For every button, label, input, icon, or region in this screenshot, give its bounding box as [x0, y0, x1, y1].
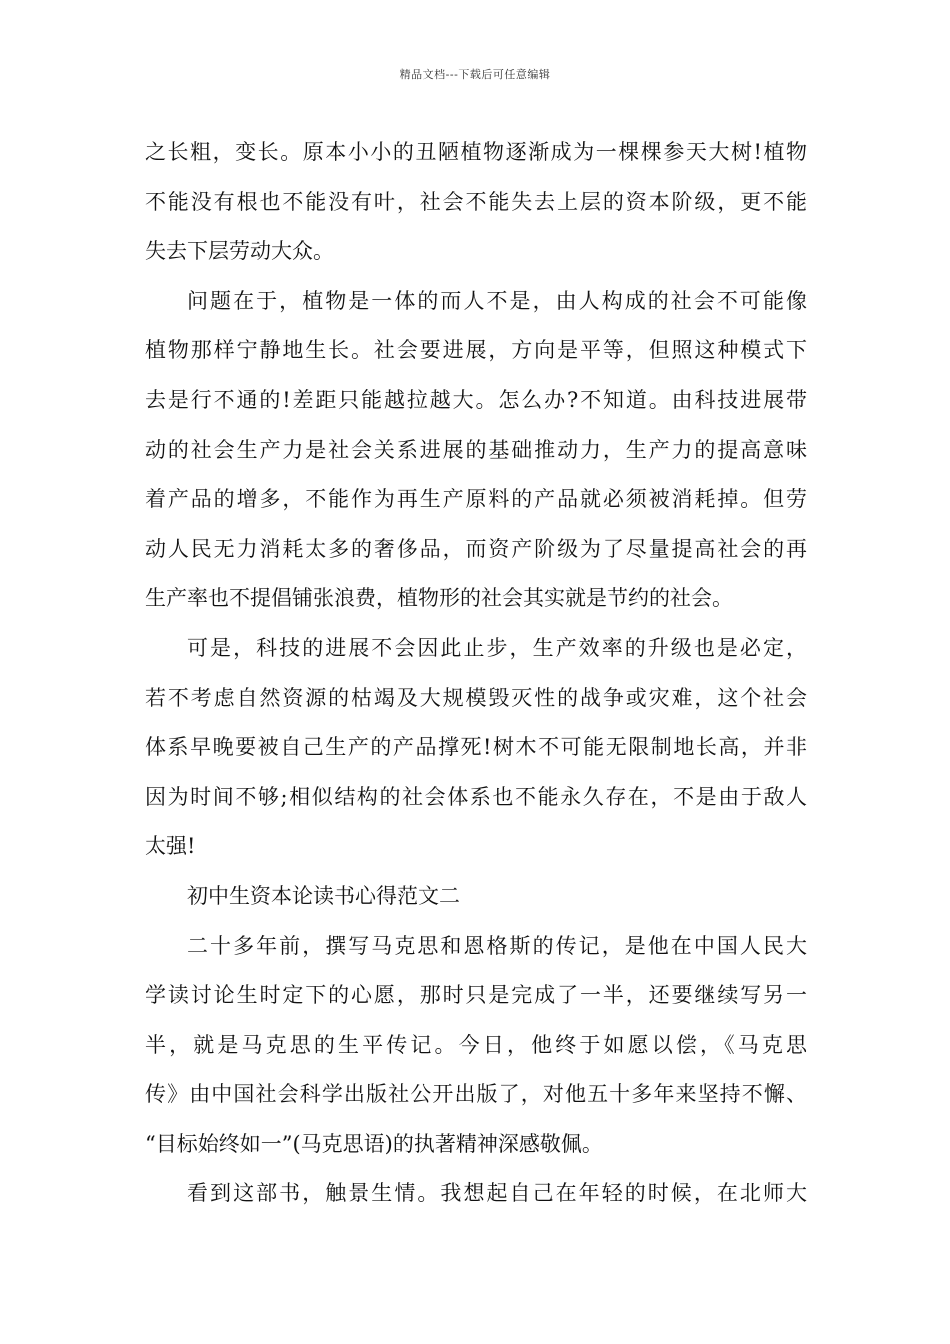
- text-line: 可是，科技的进展不会因此止步，生产效率的升级也是必定，: [187, 635, 807, 660]
- text-line: 因为时间不够;相似结构的社会体系也不能永久存在，不是由于敌人: [145, 784, 807, 809]
- text-line: 若不考虑自然资源的枯竭及大规模毁灭性的战争或灾难，这个社会: [145, 685, 807, 710]
- text-line: 初中生资本论读书心得范文二: [187, 883, 460, 908]
- text-line: 太强!: [145, 834, 196, 859]
- text-line: “目标始终如一”(马克思语)的执著精神深感敬佩。: [145, 1131, 603, 1156]
- text-line: 去是行不通的!差距只能越拉越大。怎么办?不知道。由科技进展带: [145, 387, 807, 412]
- text-line: 二十多年前，撰写马克思和恩格斯的传记，是他在中国人民大: [187, 933, 807, 958]
- text-line: 看到这部书，触景生情。我想起自己在年轻的时候，在北师大: [187, 1181, 807, 1206]
- text-line: 植物那样宁静地生长。社会要进展，方向是平等，但照这种模式下: [145, 338, 807, 363]
- text-line: 生产率也不提倡铺张浪费，植物形的社会其实就是节约的社会。: [145, 586, 733, 611]
- text-line: 动人民无力消耗太多的奢侈品，而资产阶级为了尽量提高社会的再: [145, 536, 807, 561]
- text-line: 之长粗，变长。原本小小的丑陋植物逐渐成为一棵棵参天大树!植物: [145, 140, 807, 164]
- page-header: 精品文档---下载后可任意编辑: [399, 68, 551, 81]
- text-line: 着产品的增多，不能作为再生产原料的产品就必须被消耗掉。但劳: [145, 487, 807, 512]
- text-line: 传》由中国社会科学出版社公开出版了，对他五十多年来坚持不懈、: [145, 1082, 807, 1107]
- document-body: [145, 128, 807, 1219]
- text-line: 问题在于，植物是一体的而人不是，由人构成的社会不可能像: [187, 288, 807, 313]
- text-line: 半，就是马克思的生平传记。今日，他终于如愿以偿，《马克思: [145, 1032, 807, 1057]
- text-line: 失去下层劳动大众。: [145, 239, 334, 264]
- text-line: 不能没有根也不能没有叶，社会不能失去上层的资本阶级，更不能: [145, 189, 807, 214]
- text-line: 体系早晚要被自己生产的产品撑死!树木不可能无限制地长高，并非: [145, 735, 807, 760]
- text-line: 动的社会生产力是社会关系进展的基础推动力，生产力的提高意味: [145, 437, 807, 462]
- text-line: 学读讨论生时定下的心愿，那时只是完成了一半，还要继续写另一: [145, 983, 807, 1008]
